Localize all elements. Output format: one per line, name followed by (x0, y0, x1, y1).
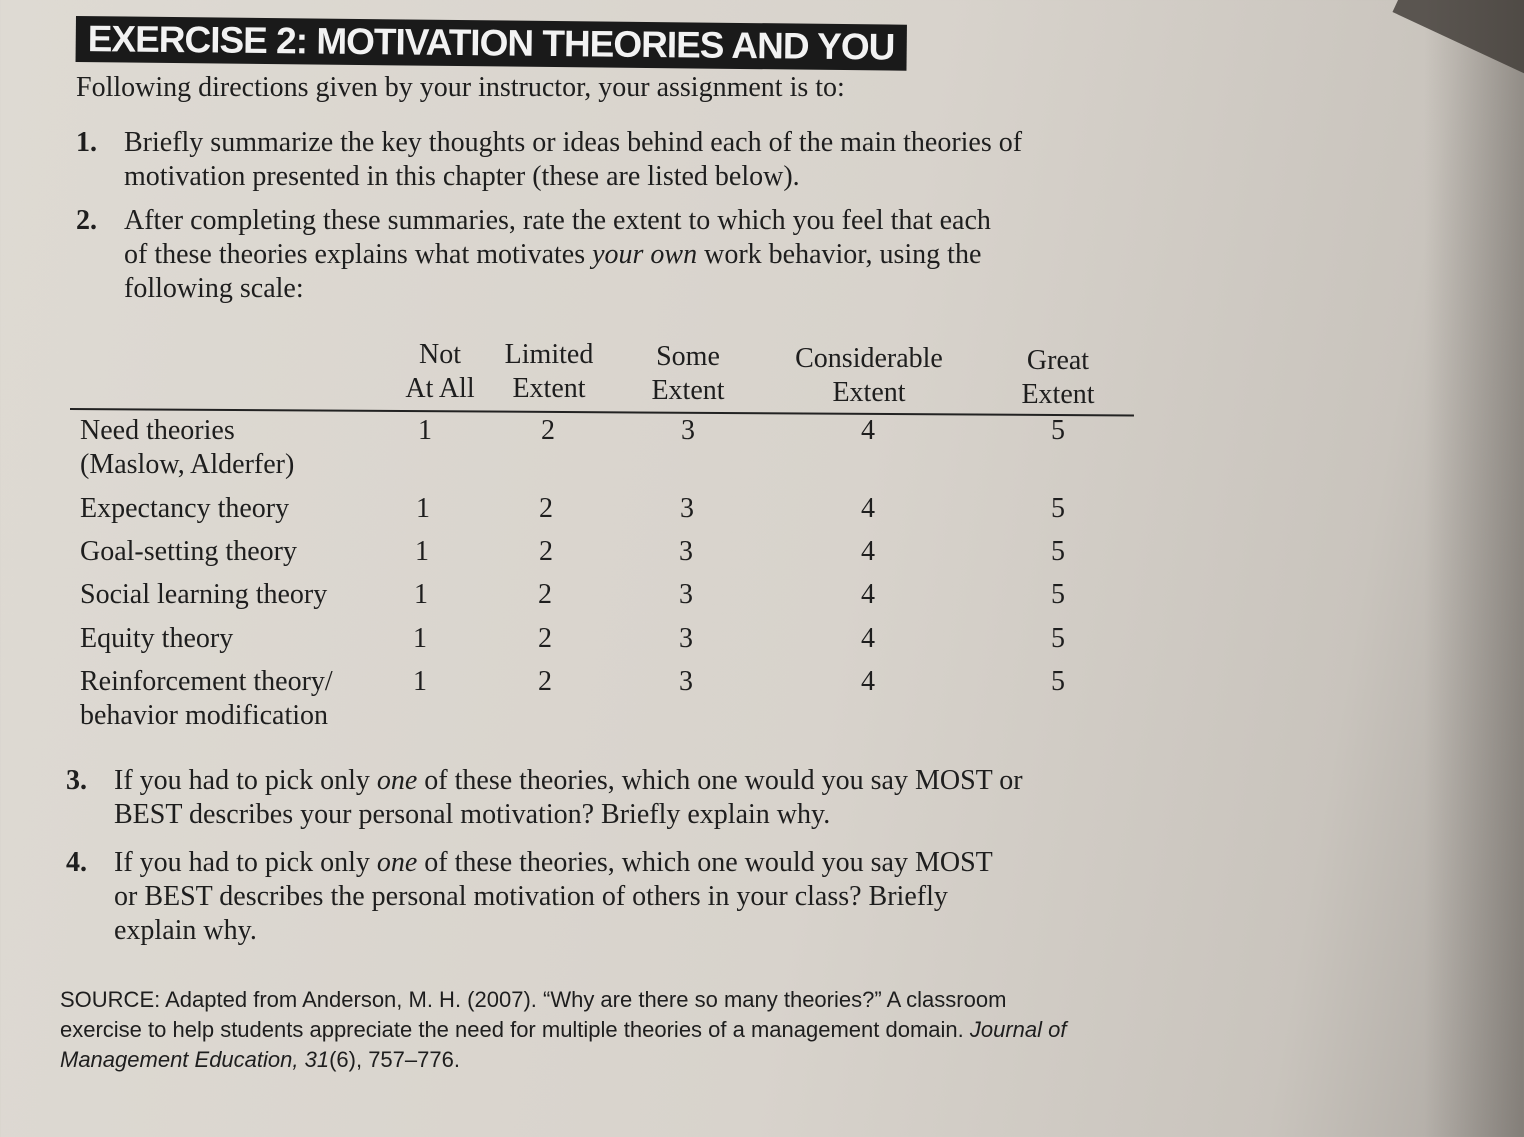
rating-cell: 5 (1051, 666, 1065, 697)
rating-cell: 4 (861, 536, 875, 567)
rating-cell: 1 (418, 415, 432, 446)
rating-cell: 3 (679, 579, 693, 610)
item-text-line: BEST describes your personal motivation? Briefly explain why. (114, 799, 831, 830)
item-text-line: or BEST describes the personal motivation of others in your class? Briefly (114, 881, 948, 912)
rating-cell: 3 (681, 415, 695, 446)
item-text-line: motivation presented in this chapter (these are listed below). (124, 161, 800, 192)
row-label: Reinforcement theory/ behavior modification (80, 666, 333, 731)
item-number: 2. (76, 205, 97, 236)
rating-cell: 5 (1051, 536, 1065, 567)
header-some-extent: Some Extent (651, 341, 725, 406)
rating-cell: 2 (538, 579, 552, 610)
rating-cell: 5 (1051, 623, 1065, 654)
rating-cell: 5 (1051, 579, 1065, 610)
header-not-at-all: Not At All (405, 339, 475, 404)
rating-cell: 5 (1051, 415, 1065, 446)
rating-cell: 2 (538, 623, 552, 654)
item-number: 1. (76, 127, 97, 158)
rating-cell: 3 (679, 623, 693, 654)
header-considerable-extent: Considerable Extent (795, 343, 943, 408)
rating-cell: 4 (861, 579, 875, 610)
item-text-line: of these theories explains what motivates your own work behavior, using the (124, 239, 982, 270)
rating-cell: 1 (413, 623, 427, 654)
rating-cell: 2 (539, 536, 553, 567)
rating-cell: 1 (416, 493, 430, 524)
item-number: 4. (66, 847, 87, 878)
item-text-line: After completing these summaries, rate the extent to which you feel that each (124, 205, 991, 236)
header-limited-extent: Limited Extent (504, 339, 594, 404)
rating-cell: 4 (861, 493, 875, 524)
rating-cell: 4 (861, 415, 875, 446)
rating-cell: 5 (1051, 493, 1065, 524)
row-label: Equity theory (80, 623, 234, 654)
item-number: 3. (66, 765, 87, 796)
rating-cell: 2 (539, 493, 553, 524)
exercise-heading: EXERCISE 2: MOTIVATION THEORIES AND YOU (76, 16, 907, 71)
rating-cell: 1 (413, 666, 427, 697)
rating-cell: 1 (415, 536, 429, 567)
rating-cell: 4 (861, 623, 875, 654)
item-text-line: following scale: (124, 273, 304, 304)
item-text-line: explain why. (114, 915, 257, 946)
rating-cell: 3 (679, 666, 693, 697)
intro-text: Following directions given by your instructor, your assignment is to: (76, 72, 845, 103)
page-edge-shadow (1424, 0, 1524, 1137)
rating-cell: 3 (679, 536, 693, 567)
item-text-line: If you had to pick only one of these theories, which one would you say MOST (114, 847, 993, 878)
row-label: Expectancy theory (80, 493, 290, 524)
item-text-line: Briefly summarize the key thoughts or ideas behind each of the main theories of (124, 127, 1023, 158)
rating-cell: 2 (541, 415, 555, 446)
rating-cell: 3 (680, 493, 694, 524)
row-label: Need theories (Maslow, Alderfer) (80, 415, 295, 480)
header-great-extent: Great Extent (1021, 345, 1095, 410)
source-citation: SOURCE: Adapted from Anderson, M. H. (2007). “Why are there so many theories?” A classroom exercise to help students appreciate the need for multiple theories of a management domain. Journal of Management Education, 31(6), 757–776. (60, 987, 1067, 1072)
row-label: Goal-setting theory (80, 536, 297, 567)
row-label: Social learning theory (80, 579, 328, 610)
rating-cell: 2 (538, 666, 552, 697)
item-text-line: If you had to pick only one of these theories, which one would you say MOST or (114, 765, 1023, 796)
rating-cell: 4 (861, 666, 875, 697)
rating-cell: 1 (414, 579, 428, 610)
